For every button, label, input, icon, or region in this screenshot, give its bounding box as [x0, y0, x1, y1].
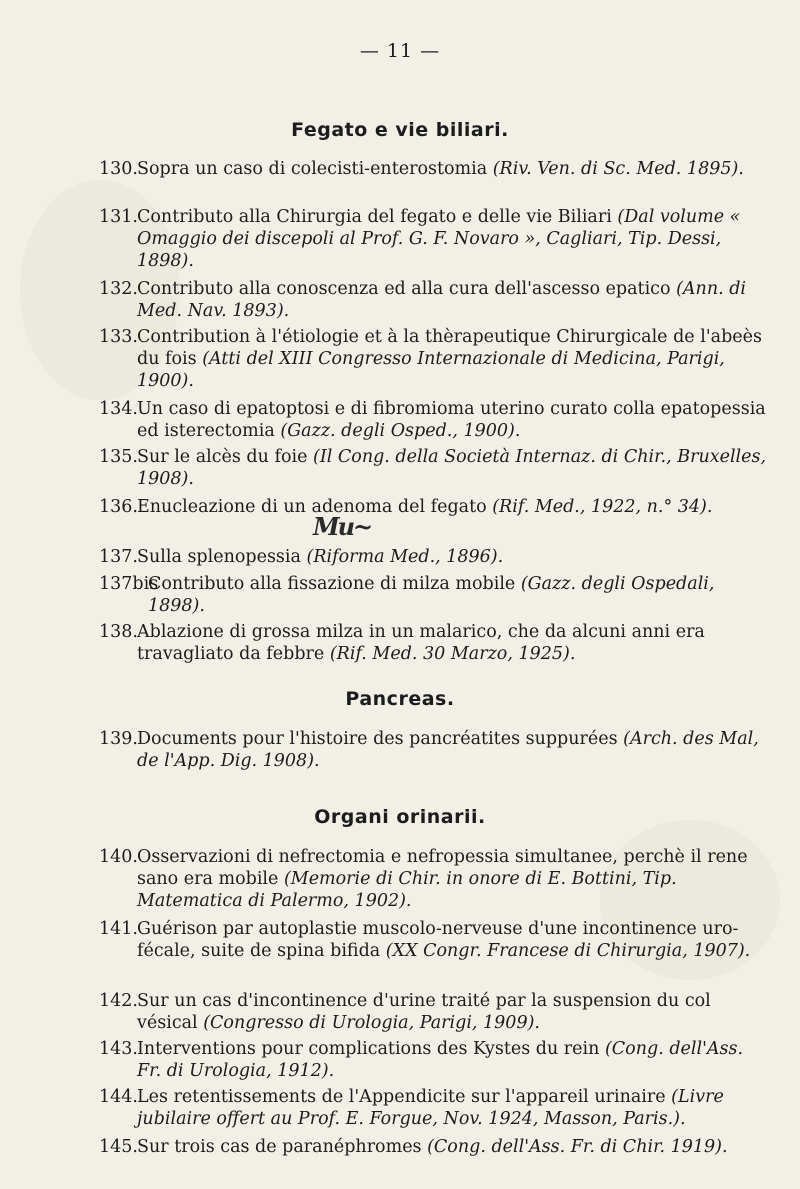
entry-reference: (Riv. Ven. di Sc. Med. 1895). — [492, 159, 744, 179]
entry-number: 133. — [99, 327, 138, 347]
entry-reference: (Congresso di Urologia, Parigi, 1909). — [203, 1013, 540, 1033]
entry-number: 139. — [99, 729, 138, 749]
entry-144 — [100, 1086, 768, 1130]
entry-title: Contributo alla fissazione di milza mobile — [148, 574, 521, 594]
entry-title: Sulla splenopessia — [137, 547, 307, 567]
entry-reference: (Memorie di Chir. in onore di E. Bottini, Tip. Matematica di Palermo, 1902). — [137, 869, 677, 911]
entry-title: Guérison par autoplastie muscolo-nerveuse d'une incontinence uro-fécale, suite de spina bifida — [137, 919, 739, 961]
entry-title: Un caso di epatoptosi e di fibromioma uterino curato colla epatopessia ed isterectomia — [137, 399, 766, 441]
entry-141 — [100, 918, 768, 962]
entry-139 — [100, 728, 768, 772]
section-heading-pancreas: Pancreas. — [345, 688, 455, 710]
entry-title: Contributo alla conoscenza ed alla cura dell'ascesso epatico — [137, 279, 677, 299]
entry-title: Interventions pour complications des Kystes du rein — [137, 1039, 605, 1059]
entry-137 — [100, 546, 768, 568]
entry-title: Contributo alla Chirurgia del fegato e delle vie Biliari — [137, 207, 618, 227]
entry-reference: (Dal volume « Omaggio dei discepoli al Prof. G. F. Novaro », Cagliari, Tip. Dessi, 1898). — [137, 207, 741, 271]
entry-number: 130. — [99, 159, 138, 179]
entry-reference: (Il Cong. della Società Internaz. di Chir., Bruxelles, 1908). — [137, 447, 767, 489]
entry-number: 141. — [99, 919, 138, 939]
entry-reference: (XX Congr. Francese di Chirurgia, 1907). — [385, 941, 751, 961]
entry-number: 145. — [99, 1137, 138, 1157]
entry-title: Contribution à l'étiologie et à la thèrapeutique Chirurgicale de l'abeès du fois — [137, 327, 762, 369]
entry-number: 137bis — [99, 574, 159, 594]
entry-reference: (Rif. Med. 30 Marzo, 1925). — [329, 644, 576, 664]
page-number: — 11 — — [359, 40, 441, 62]
entry-137bis — [100, 573, 768, 617]
entry-138 — [100, 621, 768, 665]
entry-reference: (Ann. di Med. Nav. 1893). — [137, 279, 747, 321]
entry-reference: (Arch. des Mal, de l'App. Dig. 1908). — [137, 729, 759, 771]
section-heading-fegato: Fegato e vie biliari. — [291, 119, 509, 141]
entry-title: Sur un cas d'incontinence d'urine traité par la suspension du col vésical — [137, 991, 711, 1033]
entry-title: Sur trois cas de paranéphromes — [137, 1137, 428, 1157]
entry-143 — [100, 1038, 768, 1082]
entry-136 — [100, 496, 768, 518]
entry-145 — [100, 1136, 768, 1158]
entry-reference: (Atti del XIII Congresso Internazionale di Medicina, Parigi, 1900). — [137, 349, 725, 391]
entry-number: 132. — [99, 279, 138, 299]
entry-reference: (Rif. Med., 1922, n.° 34). — [492, 497, 713, 517]
entry-134 — [100, 398, 768, 442]
entry-132 — [100, 278, 768, 322]
entry-131 — [100, 206, 768, 272]
entry-number: 136. — [99, 497, 138, 517]
entry-title: Documents pour l'histoire des pancréatites suppurées — [137, 729, 624, 749]
entry-reference: (Riforma Med., 1896). — [306, 547, 504, 567]
entry-title: Enucleazione di un adenoma del fegato — [137, 497, 493, 517]
entry-title: Sopra un caso di colecisti-enterostomia — [137, 159, 493, 179]
entry-number: 134. — [99, 399, 138, 419]
entry-title: Sur le alcès du foie — [137, 447, 313, 467]
entry-142 — [100, 990, 768, 1034]
entry-reference: (Livre jubilaire offert au Prof. E. Forgue, Nov. 1924, Masson, Paris.). — [137, 1087, 724, 1129]
entry-number: 135. — [99, 447, 138, 467]
handwritten-signature: Mu~ — [313, 512, 372, 541]
entry-number: 142. — [99, 991, 138, 1011]
entry-130 — [100, 158, 768, 180]
section-heading-organi-orinarii: Organi orinarii. — [314, 806, 486, 828]
entry-title: Osservazioni di nefrectomia e nefropessia simultanee, perchè il rene sano era mobile — [137, 847, 748, 889]
entry-135 — [100, 446, 768, 490]
entry-title: Les retentissements de l'Appendicite sur l'appareil urinaire — [137, 1087, 672, 1107]
entry-140 — [100, 846, 768, 912]
entry-reference: (Gazz. degli Osped., 1900). — [280, 421, 521, 441]
entry-number: 138. — [99, 622, 138, 642]
entry-number: 137. — [99, 547, 138, 567]
entry-number: 140. — [99, 847, 138, 867]
entry-number: 143. — [99, 1039, 138, 1059]
entry-reference: (Cong. dell'Ass. Fr. di Chir. 1919). — [427, 1137, 728, 1157]
entry-reference: (Gazz. degli Ospedali, 1898). — [148, 574, 715, 616]
entry-reference: (Cong. dell'Ass. Fr. di Urologia, 1912). — [137, 1039, 744, 1081]
entry-number: 131. — [99, 207, 138, 227]
entry-133 — [100, 326, 768, 392]
entry-number: 144. — [99, 1087, 138, 1107]
entry-title: Ablazione di grossa milza in un malarico, che da alcuni anni era travagliato da febbre — [137, 622, 705, 664]
